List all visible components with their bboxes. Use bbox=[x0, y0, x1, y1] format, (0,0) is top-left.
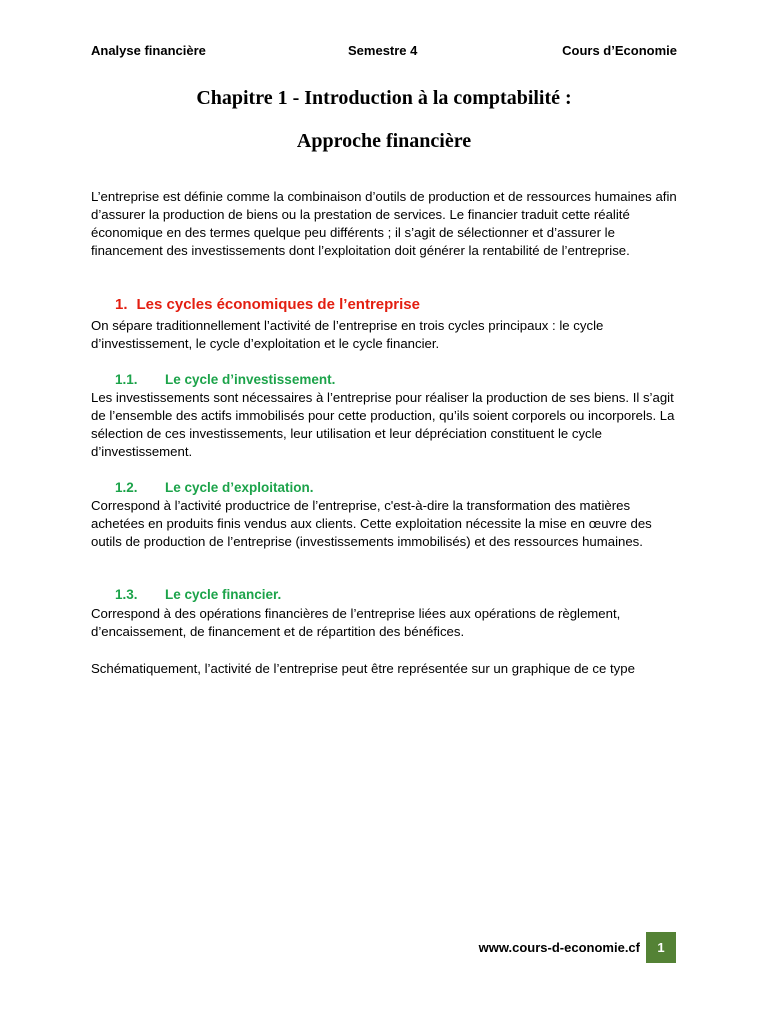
header-subject: Cours d’Economie bbox=[562, 43, 677, 58]
footer-website-link[interactable]: www.cours-d-economie.cf bbox=[478, 940, 640, 955]
subsection-paragraph: Correspond à des opérations financières de l’entreprise liées aux opérations de règlement, d’encaissement, de financement et de répartition des bénéfices. bbox=[91, 606, 621, 639]
subsection-title: Le cycle d’exploitation. bbox=[165, 480, 314, 495]
subsection-paragraph: Les investissements sont nécessaires à l’entreprise pour réaliser la production de ses biens. Il s’agit de l’ensemble des actifs immobilisés pour cette production, qu’ils soient corporels ou incorporels. La sélection de ces investissements, leur utilisation et leur dépréciation constituent le cycle d’investissement. bbox=[91, 390, 675, 459]
intro-paragraph: L’entreprise est définie comme la combinaison d’outils de production et de ressources humaines afin d’assurer la production de biens ou la prestation de services. Le financier traduit cette réalité économique en des termes quelque peu différents ; il s’agit de sélectionner et d’assurer le financement des investissements dont l’exploitation doit générer la rentabilité de l’entreprise. bbox=[91, 189, 677, 258]
header-semester: Semestre 4 bbox=[348, 43, 418, 58]
subsection-heading bbox=[115, 587, 281, 602]
section-paragraph: On sépare traditionnellement l’activité de l’entreprise en trois cycles principaux : le cycle d’investissement, le cycle d’exploitation et le cycle financier. bbox=[91, 318, 604, 351]
section-heading bbox=[115, 296, 420, 313]
section-title: Les cycles économiques de l’entreprise bbox=[136, 296, 420, 313]
chapter-subtitle: Approche financière bbox=[296, 130, 472, 152]
header-course-title: Analyse financière bbox=[91, 43, 206, 58]
chapter-title: Chapitre 1 - Introduction à la comptabilité : bbox=[196, 87, 572, 109]
page-header bbox=[91, 43, 677, 61]
subsection-title: Le cycle d’investissement. bbox=[165, 372, 336, 387]
section-number: 1. bbox=[115, 296, 128, 313]
subsection-number: 1.3. bbox=[115, 587, 138, 602]
subsection-title: Le cycle financier. bbox=[165, 587, 282, 602]
subsection-heading bbox=[115, 480, 314, 495]
subsection-paragraph: Correspond à l’activité productrice de l’entreprise, c'est-à-dire la transformation des matières achetées en produits finis vendus aux clients. Cette exploitation nécessite la mise en œuvre des outils de production de l’entreprise (investissements immobilisés) et des ressources humaines. bbox=[91, 498, 652, 549]
closing-paragraph: Schématiquement, l’activité de l’entreprise peut être représentée sur un graphique de ce type bbox=[91, 661, 635, 676]
page-number-badge: 1 bbox=[646, 932, 676, 963]
subsection-heading bbox=[115, 372, 335, 387]
subsection-number: 1.1. bbox=[115, 372, 138, 387]
subsection-number: 1.2. bbox=[115, 480, 138, 495]
